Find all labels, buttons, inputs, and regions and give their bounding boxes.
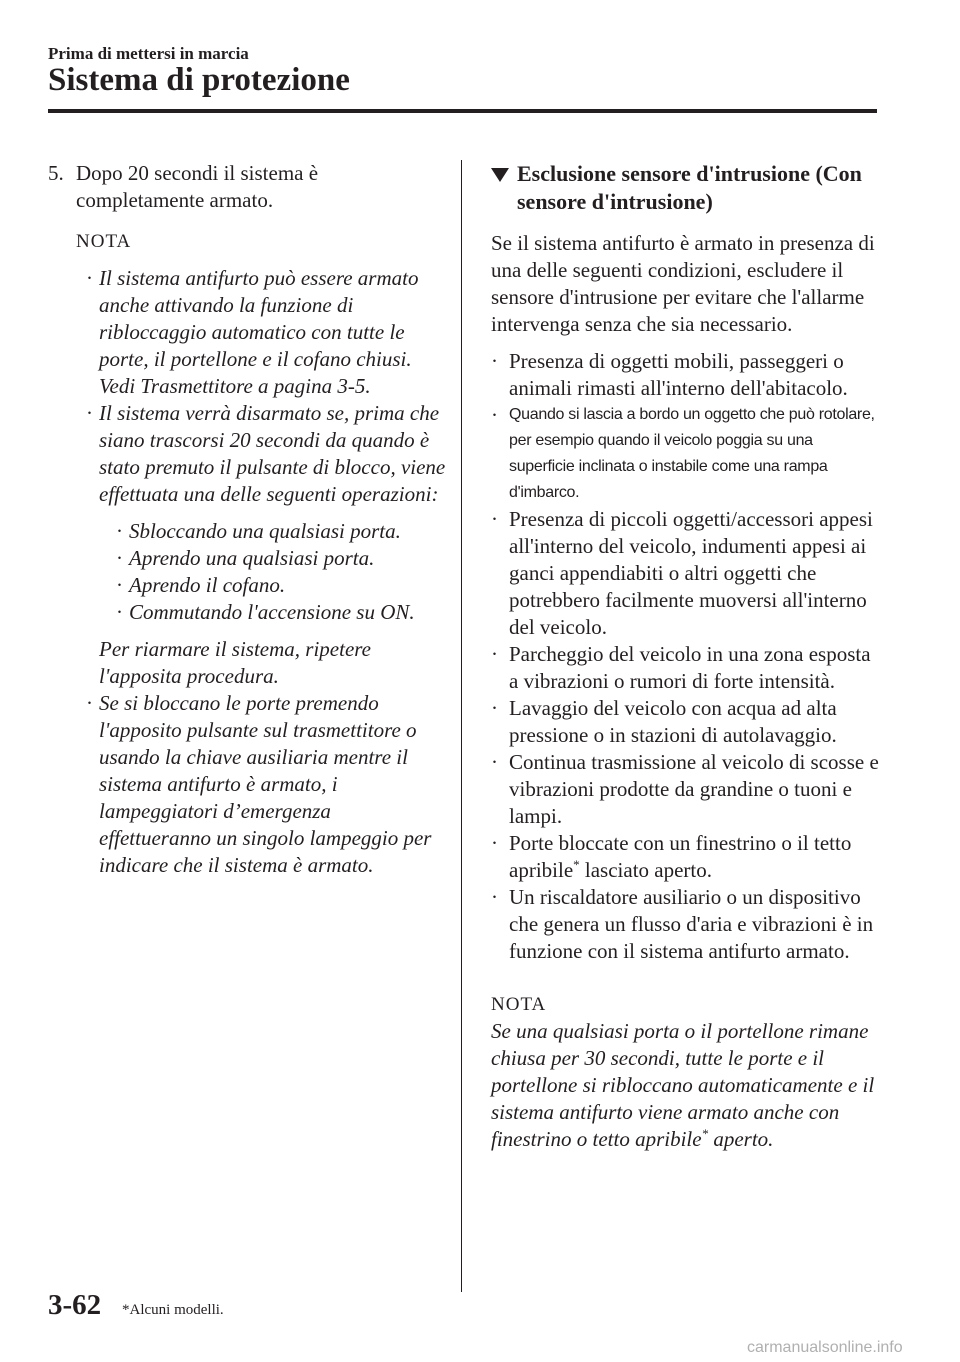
sub-item-text: Aprendo una qualsiasi porta. (129, 546, 375, 570)
step-text: Dopo 20 secondi il sistema è completamente armato. (76, 161, 319, 212)
sub-item (116, 545, 448, 572)
list-item (491, 695, 881, 749)
note-item-text: Se si bloccano le porte premendo l'apposito pulsante sul trasmettitore o usando la chiave ausiliaria mentre il sistema antifurto è armato, i lampeggiatori d’emergenza effettueranno un singolo lampeggio per indicare che il sistema è armato. (99, 691, 432, 877)
bullet-icon: · (116, 546, 123, 570)
list-item (491, 506, 881, 641)
left-column (48, 160, 448, 879)
list-item (491, 884, 881, 965)
list-item-text-end: lasciato aperto. (579, 858, 712, 882)
step-5 (48, 160, 448, 214)
note-text-body: Se una qualsiasi porta o il portellone rimane chiusa per 30 secondi, tutte le porte e il portellone si ribloccano automaticamente e il sistema antifurto viene armato anche con finestrino o tetto apribile (491, 1019, 875, 1151)
bullet-icon: · (491, 831, 498, 855)
bullet-icon: · (491, 403, 498, 427)
list-item-text: Continua trasmissione al veicolo di scosse e vibrazioni prodotte da grandine o tuoni e lampi. (509, 750, 879, 828)
note-reference[interactable]: Vedi Trasmettitore a pagina 3-5. (99, 374, 371, 398)
sub-item (116, 599, 448, 626)
note-item (86, 265, 448, 400)
condition-list (491, 348, 881, 965)
asterisk-mark: * (573, 857, 580, 872)
watermark: carmanualsonline.info (747, 1339, 903, 1356)
sub-list (116, 518, 448, 626)
bullet-icon: · (491, 642, 498, 666)
list-item-text: Lavaggio del veicolo con acqua ad alta pressione o in stazioni di autolavaggio. (509, 696, 837, 747)
list-item-text: Parcheggio del veicolo in una zona esposta a vibrazioni o rumori di forte intensità. (509, 642, 871, 693)
note-item (86, 690, 448, 879)
section-label: Prima di mettersi in marcia (48, 44, 249, 63)
bullet-icon: · (116, 519, 123, 543)
intro-paragraph: Se il sistema antifurto è armato in presenza di una delle seguenti condizioni, escludere il sensore d'intrusione per evitare che l'allarme intervenga senza che sia necessario. (491, 231, 875, 336)
note-text-end: aperto. (708, 1127, 774, 1151)
page-title: Sistema di protezione (48, 62, 350, 98)
note-list (86, 265, 448, 879)
sub-item (116, 572, 448, 599)
footnote: *Alcuni modelli. (122, 1302, 224, 1318)
column-divider (461, 160, 462, 1292)
bullet-icon: · (491, 696, 498, 720)
sub-item (116, 518, 448, 545)
rearm-text: Per riarmare il sistema, ripetere l'apposita procedura. (99, 637, 371, 688)
triangle-marker-icon (491, 168, 509, 182)
list-item (491, 402, 881, 506)
header-rule (48, 109, 877, 113)
list-item-text: Presenza di oggetti mobili, passeggeri o animali rimasti all'interno dell'abitacolo. (509, 349, 848, 400)
subheading-text: Esclusione sensore d'intrusione (Con sensore d'intrusione) (517, 161, 862, 214)
bullet-icon: · (491, 885, 498, 909)
bullet-icon: · (86, 691, 93, 715)
bullet-icon: · (116, 573, 123, 597)
list-item (491, 641, 881, 695)
sub-item-text: Sbloccando una qualsiasi porta. (129, 519, 401, 543)
note-label: NOTA (76, 231, 132, 252)
list-item (491, 348, 881, 402)
bullet-icon: · (491, 750, 498, 774)
list-item (491, 830, 881, 884)
list-item (491, 749, 881, 830)
page-number: 3-62 (48, 1289, 102, 1321)
note-label: NOTA (491, 994, 547, 1015)
list-item-text: Quando si lascia a bordo un oggetto che può rotolare, per esempio quando il veicolo poggia su una superficie inclinata o instabile come una rampa d'imbarco. (509, 406, 875, 501)
bullet-icon: · (116, 600, 123, 624)
right-column (491, 160, 881, 1153)
bullet-icon: · (491, 349, 498, 373)
sub-item-text: Aprendo il cofano. (129, 573, 286, 597)
bullet-icon: · (86, 401, 93, 425)
sub-item-text: Commutando l'accensione su ON. (129, 600, 415, 624)
note-item (86, 400, 448, 690)
list-item-text: Porte bloccate con un finestrino o il tetto apribile (509, 831, 852, 882)
bullet-icon: · (86, 266, 93, 290)
note-item-text: Il sistema antifurto può essere armato anche attivando la funzione di ribloccaggio automatico con tutte le porte, il portellone e il cofano chiusi. (99, 266, 419, 371)
note-item-text: Il sistema verrà disarmato se, prima che siano trascorsi 20 secondi da quando è stato premuto il pulsante di blocco, viene effettuata una delle seguenti operazioni: (99, 401, 446, 506)
note-text (491, 1018, 881, 1153)
bullet-icon: · (491, 507, 498, 531)
step-number: 5. (48, 161, 64, 185)
asterisk-mark: * (701, 1126, 709, 1141)
section-subheading (491, 160, 881, 216)
list-item-text: Presenza di piccoli oggetti/accessori appesi all'interno del veicolo, indumenti appesi ai ganci appendiabiti o altri oggetti che potrebbero facilmente muoversi all'interno del veicolo. (509, 507, 873, 639)
list-item-text: Un riscaldatore ausiliario o un dispositivo che genera un flusso d'aria e vibrazioni è in funzione con il sistema antifurto armato. (509, 885, 874, 963)
